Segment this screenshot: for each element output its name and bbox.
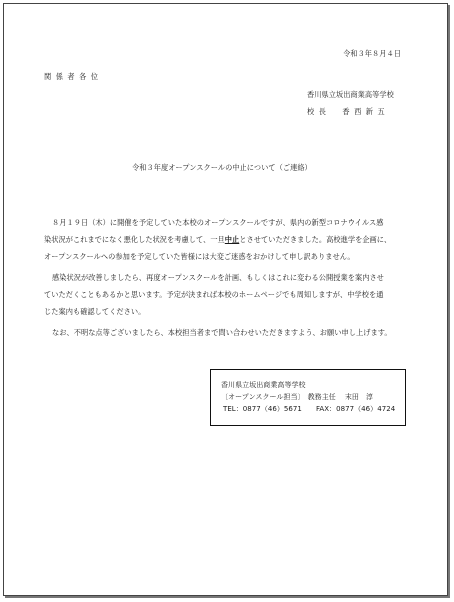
sender-school: 香川県立坂出商業高等学校 [307,90,394,99]
letter-subject: 令和３年度オープンスクールの中止について（ご連絡） [132,163,312,172]
body-p2-line2: ていただくこともあるかと思います。予定が決まれば本校のホームページでも周知しますが、中学校を通 [44,290,384,299]
contact-phone [223,405,395,414]
letter-page [3,3,448,596]
body-p2-line1: 感染状況が改善しましたら、再度オープンスクールを計画、もしくはこれに変わる公開授業を案内させ [52,273,384,282]
contact-school: 香川県立坂出商業高等学校 [221,381,306,389]
addressee: 関係者各位 [44,72,103,81]
body-p1-emphasis: 中止 [224,235,240,244]
body-p1-line2-before: 染状況がこれまでになく悪化した状況を考慮して、一旦 [44,235,225,244]
contact-fax: FAX：0877（46）4724 [315,405,396,413]
principal-name: 香西新五 [342,107,390,116]
principal-title: 校長 [307,107,331,116]
body-p1-line3: オープンスクールへの参加を予定していた皆様には大変ご迷惑をおかけして申し訳ありません。 [44,252,355,261]
contact-dept: 〔オープンスクール担当〕 [221,393,305,401]
body-p1-line1: ８月１９日（木）に開催を予定していた本校のオープンスクールですが、県内の新型コロナウイルス感 [52,218,384,227]
contact-role: 教務主任 [307,393,336,401]
body-p3-line1: なお、不明な点等ございましたら、本校担当者まで問い合わせいただきますよう、お願い申し上げます。 [52,328,392,337]
body-p1-line2-after: とさせていただきました。高校進学を企画に、 [239,235,392,244]
sender-principal [307,107,389,116]
letter-date: 令和３年８月４日 [343,49,401,58]
contact-box [210,369,406,426]
body-p1-line2 [44,235,391,244]
contact-person [221,393,373,402]
contact-tel: TEL：0877（46）5671 [223,405,302,413]
body-p2-line3: じた案内も確認してください。 [44,307,146,316]
contact-name: 末田 淳 [344,393,374,401]
